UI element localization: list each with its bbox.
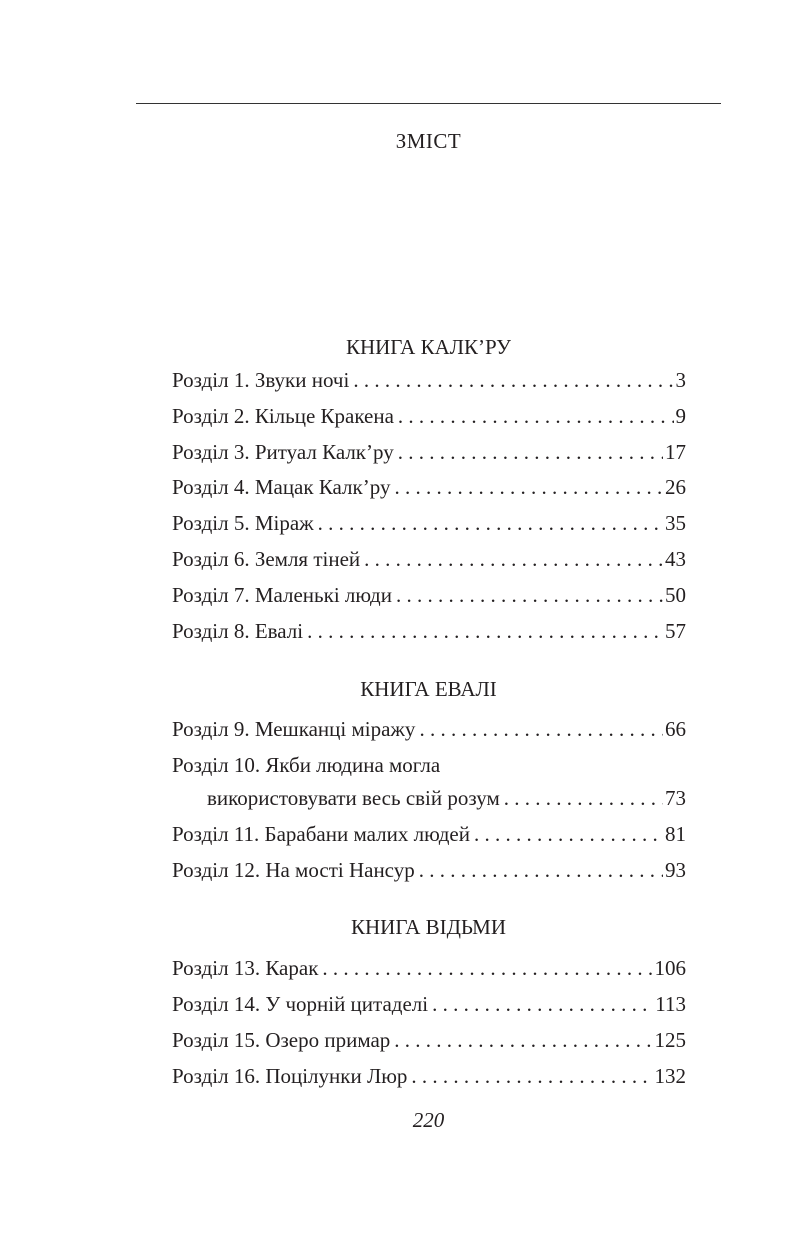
entry-title: Розділ 15. Озеро примар <box>172 1028 391 1052</box>
entry-page: 113 <box>655 992 686 1016</box>
entry-page: 26 <box>665 475 686 499</box>
entry-page: 132 <box>654 1064 686 1088</box>
entry-title: Розділ 8. Евалі <box>172 619 304 643</box>
entry-title: Розділ 10. Якби людина могла <box>172 753 441 777</box>
dot-leader <box>394 475 663 500</box>
book-title-kalkru: КНИГА КАЛК’РУ <box>345 335 512 359</box>
toc-entry-ch14[interactable] <box>172 992 686 1022</box>
dot-leader <box>396 583 663 608</box>
toc-entry-ch3[interactable] <box>172 440 686 470</box>
book-title-evali: КНИГА ЕВАЛІ <box>360 677 497 701</box>
entry-title: Розділ 9. Мешканці міражу <box>172 717 416 741</box>
dot-leader <box>474 822 663 847</box>
toc-entry-ch8[interactable] <box>172 619 686 649</box>
entry-page: 9 <box>675 404 686 428</box>
entry-title: Розділ 5. Міраж <box>172 511 314 535</box>
entry-page: 3 <box>675 368 686 392</box>
toc-entry-ch9[interactable] <box>172 717 686 747</box>
page-title: ЗМІСТ <box>395 129 462 153</box>
entry-page: 73 <box>665 786 686 810</box>
entry-title: Розділ 6. Земля тіней <box>172 547 361 571</box>
dot-leader <box>322 956 652 981</box>
entry-page: 81 <box>665 822 686 846</box>
entry-page: 17 <box>665 440 686 464</box>
dot-leader <box>398 440 663 465</box>
toc-entry-ch13[interactable] <box>172 956 686 986</box>
toc-entry-ch12[interactable] <box>172 858 686 888</box>
dot-leader <box>398 404 674 429</box>
dot-leader <box>394 1028 652 1053</box>
dot-leader <box>419 858 663 883</box>
entry-title: Розділ 13. Карак <box>172 956 319 980</box>
entry-title: Розділ 1. Звуки ночі <box>172 368 350 392</box>
toc-entry-ch6[interactable] <box>172 547 686 577</box>
entry-title: Розділ 12. На мості Нансур <box>172 858 415 882</box>
dot-leader <box>353 368 673 393</box>
entry-title: Розділ 7. Маленькі люди <box>172 583 392 607</box>
toc-entry-ch15[interactable] <box>172 1028 686 1058</box>
dot-leader <box>364 547 663 572</box>
toc-entry-ch7[interactable] <box>172 583 686 613</box>
page-number: 220 <box>412 1108 445 1132</box>
header-rule <box>136 103 721 104</box>
entry-page: 35 <box>665 511 686 535</box>
toc-entry-ch1[interactable] <box>172 368 686 398</box>
dot-leader <box>411 1064 652 1089</box>
entry-title: Розділ 2. Кільце Кракена <box>172 404 394 428</box>
entry-title: Розділ 11. Барабани малих людей <box>172 822 470 846</box>
entry-page: 50 <box>665 583 686 607</box>
book-title-witch: КНИГА ВІДЬМИ <box>351 915 506 939</box>
toc-entry-ch4[interactable] <box>172 475 686 505</box>
entry-title: Розділ 3. Ритуал Калк’ру <box>172 440 394 464</box>
entry-page: 125 <box>654 1028 686 1052</box>
entry-page: 66 <box>665 717 686 741</box>
toc-entry-ch16[interactable] <box>172 1064 686 1094</box>
entry-page: 106 <box>654 956 686 980</box>
dot-leader <box>307 619 663 644</box>
toc-entry-ch11[interactable] <box>172 822 686 852</box>
entry-title: Розділ 4. Мацак Калк’ру <box>172 475 391 499</box>
toc-entry-ch2[interactable] <box>172 404 686 434</box>
toc-entry-ch10[interactable] <box>172 753 440 783</box>
entry-page: 43 <box>665 547 686 571</box>
entry-title-continued: використовувати весь свій розум <box>207 786 500 810</box>
dot-leader <box>432 992 653 1017</box>
toc-entry-ch10-cont[interactable] <box>207 786 686 816</box>
entry-page: 57 <box>665 619 686 643</box>
entry-title: Розділ 14. У чорній цитаделі <box>172 992 429 1016</box>
entry-title: Розділ 16. Поцілунки Люр <box>172 1064 408 1088</box>
dot-leader <box>504 786 663 811</box>
toc-entry-ch5[interactable] <box>172 511 686 541</box>
dot-leader <box>318 511 663 536</box>
entry-page: 93 <box>665 858 686 882</box>
dot-leader <box>419 717 663 742</box>
